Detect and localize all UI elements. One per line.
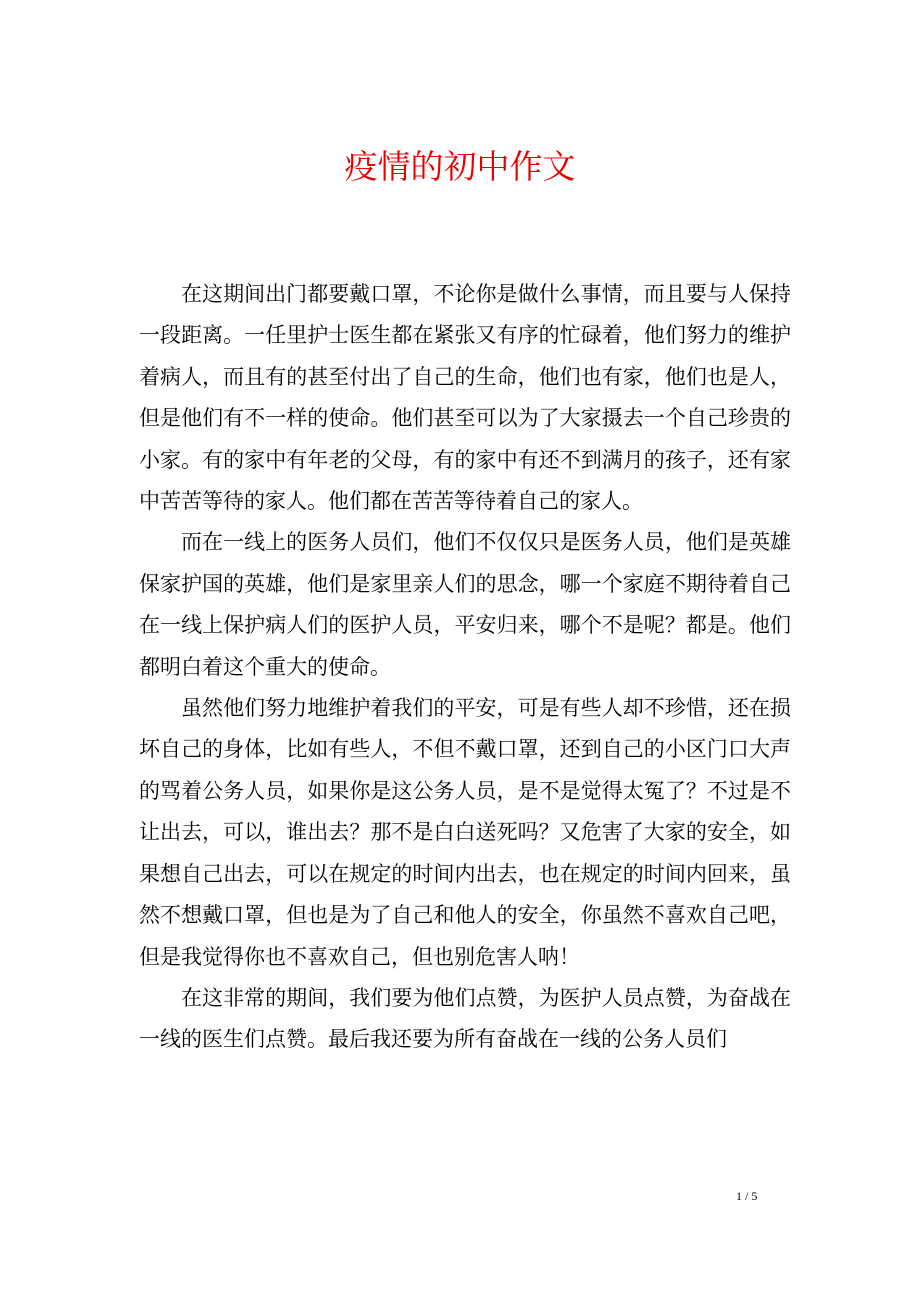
document-body <box>139 274 791 1061</box>
page-number: 1 / 5 <box>736 1189 758 1203</box>
paragraph-2: 而在一线上的医务人员们，他们不仅仅只是医务人员，他们是英雄保家护国的英雄，他们是家里亲人们的思念，哪一个家庭不期待着自己在一线上保护病人们的医护人员，平安归来，哪个不是呢？都是。他们都明白着这个重大的使命。 <box>139 530 791 679</box>
paragraph-1: 在这期间出门都要戴口罩，不论你是做什么事情，而且要与人保持一段距离。一任里护士医生都在紧张又有序的忙碌着，他们努力的维护着病人，而且有的甚至付出了自己的生命，他们也有家，他们也是人，但是他们有不一样的使命。他们甚至可以为了大家摄去一个自己珍贵的小家。有的家中有年老的父母，有的家中有还不到满月的孩子，还有家中苦苦等待的家人。他们都在苦苦等待着自己的家人。 <box>139 282 791 514</box>
document-title: 疫情的初中作文 <box>344 147 576 186</box>
paragraph-3: 虽然他们努力地维护着我们的平安，可是有些人却不珍惜，还在损坏自己的身体，比如有些人，不但不戴口罩，还到自己的小区门口大声的骂着公务人员，如果你是这公务人员，是不是觉得太冤了？不过是不让出去，可以，谁出去？那不是白白送死吗？又危害了大家的安全，如果想自己出去，可以在规定的时间内出去，也在规定的时间内回来，虽然不想戴口罩，但也是为了自己和他人的安全，你虽然不喜欢自己吧，但是我觉得你也不喜欢自己，但也别危害人呐！ <box>139 696 791 969</box>
paragraph-4: 在这非常的期间，我们要为他们点赞，为医护人员点赞，为奋战在一线的医生们点赞。最后我还要为所有奋战在一线的公务人员们 <box>139 985 791 1052</box>
